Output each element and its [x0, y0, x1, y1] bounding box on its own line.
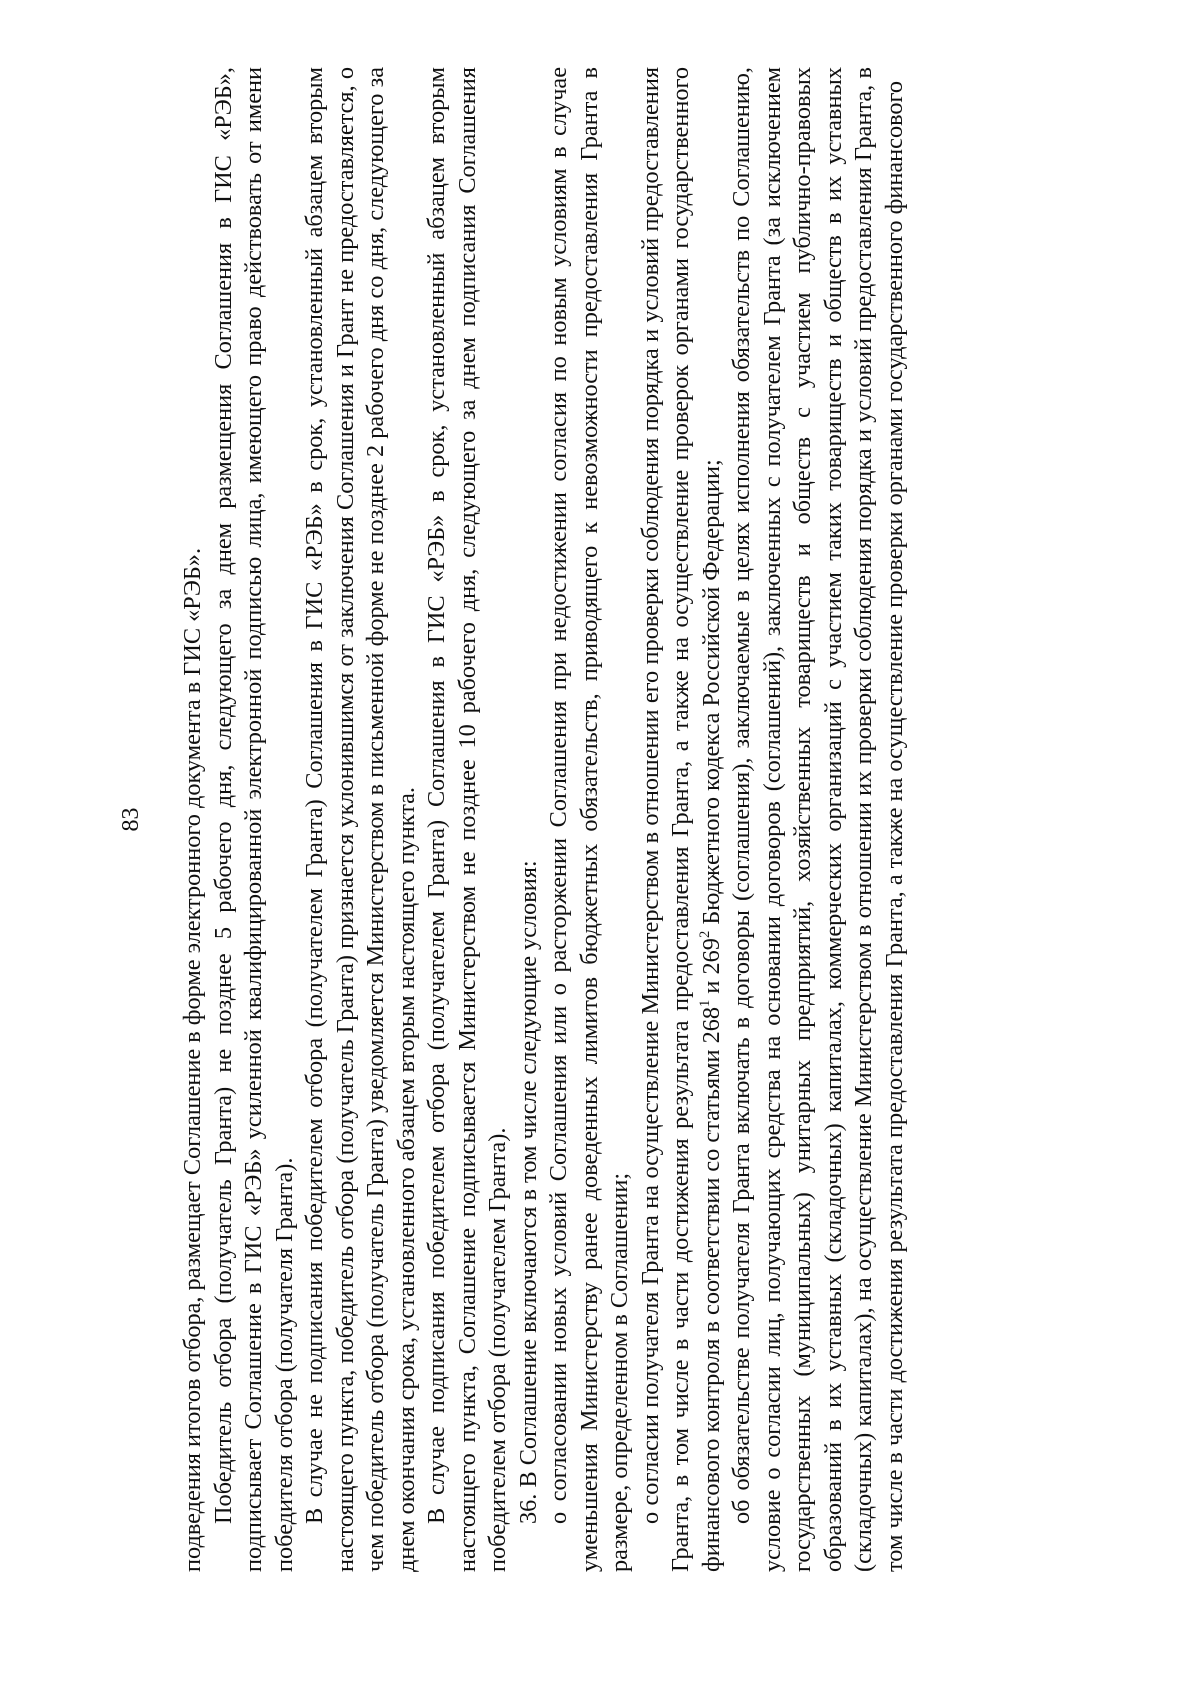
paragraph: об обязательстве получателя Гранта включать в договоры (соглашения), заключаемые в целях исполнения обязательств по Соглашению, условие о согласии лиц, получающих средства на основании договоров (соглашений), заключенных с получателем Гранта (за исключением государственных (муниципальных) унитарных предприятий, хозяйственных товариществ и обществ с участием публично-правовых образований в их уставных (складочных) капиталах, коммерческих организаций с участием таких товариществ и обществ в их уставных (складочных) капиталах), на осуществление Министерством в отношении их проверки соблюдения порядка и условий предоставления Гранта, в том числе в части достижения результата предоставления Гранта, а также на осуществление проверки органами государственного финансового: [728, 67, 908, 1572]
superscript: 1: [696, 999, 713, 1007]
superscript: 2: [696, 930, 713, 939]
paragraph-text: и 269: [697, 938, 725, 1000]
paragraph: подведения итогов отбора, размещает Соглашение в форме электронного документа в ГИС «РЭБ».: [179, 547, 206, 1572]
paragraph-with-superscripts: [636, 67, 728, 1572]
paragraph: В случае подписания победителем отбора (получателем Гранта) Соглашения в ГИС «РЭБ» в срок, установленный абзацем вторым настоящего пункта, Соглашение подписывается Министерством не позднее 10 рабочего дня, следующего за днем подписания Соглашения победителем отбора (получателем Гранта).: [423, 67, 511, 1572]
paragraph: Победитель отбора (получатель Гранта) не позднее 5 рабочего дня, следующего за днем размещения Соглашения в ГИС «РЭБ», подписывает Соглашение в ГИС «РЭБ» усиленной квалифицированной электронной подписью лица, имеющего право действовать от имени победителя отбора (получателя Гранта).: [209, 67, 298, 1572]
paragraph: В случае не подписания победителем отбора (получателем Гранта) Соглашения в ГИС «РЭБ» в срок, установленный абзацем вторым настоящего пункта, победитель отбора (получатель Гранта) признается уклонившимся от заключения Соглашения и Грант не предоставляется, о чем победитель отбора (получатель Гранта) уведомляется Министерством в письменной форме не позднее 2 рабочего дня со дня, следующего за днем окончания срока, установленного абзацем вторым настоящего пункта.: [301, 67, 420, 1572]
paragraph-text: о согласии получателя Гранта на осуществление Министерством в отношении его проверки соблюдения порядка и условий предоставления Гранта, в том числе в части достижения результата предоставления Гранта, а также на осуществление проверок органами государственного финансового контроля в соответствии со статьями 268: [636, 67, 725, 1572]
paragraph-text: Бюджетного кодекса Российской Федерации;: [697, 459, 725, 931]
document-body: [178, 67, 910, 1572]
rotated-page: [118, 67, 1138, 1572]
paragraph-item-36: 36. В Соглашение включаются в том числе следующие условия:: [514, 860, 542, 1524]
page-number: 83: [118, 807, 144, 832]
paragraph: о согласовании новых условий Соглашения или о расторжении Соглашения при недостижении согласия по новым условиям в случае уменьшения Министерству ранее доведенных лимитов бюджетных обязательств, приводящего к невозможности предоставления Гранта в размере, определенном в Соглашении;: [545, 67, 633, 1572]
